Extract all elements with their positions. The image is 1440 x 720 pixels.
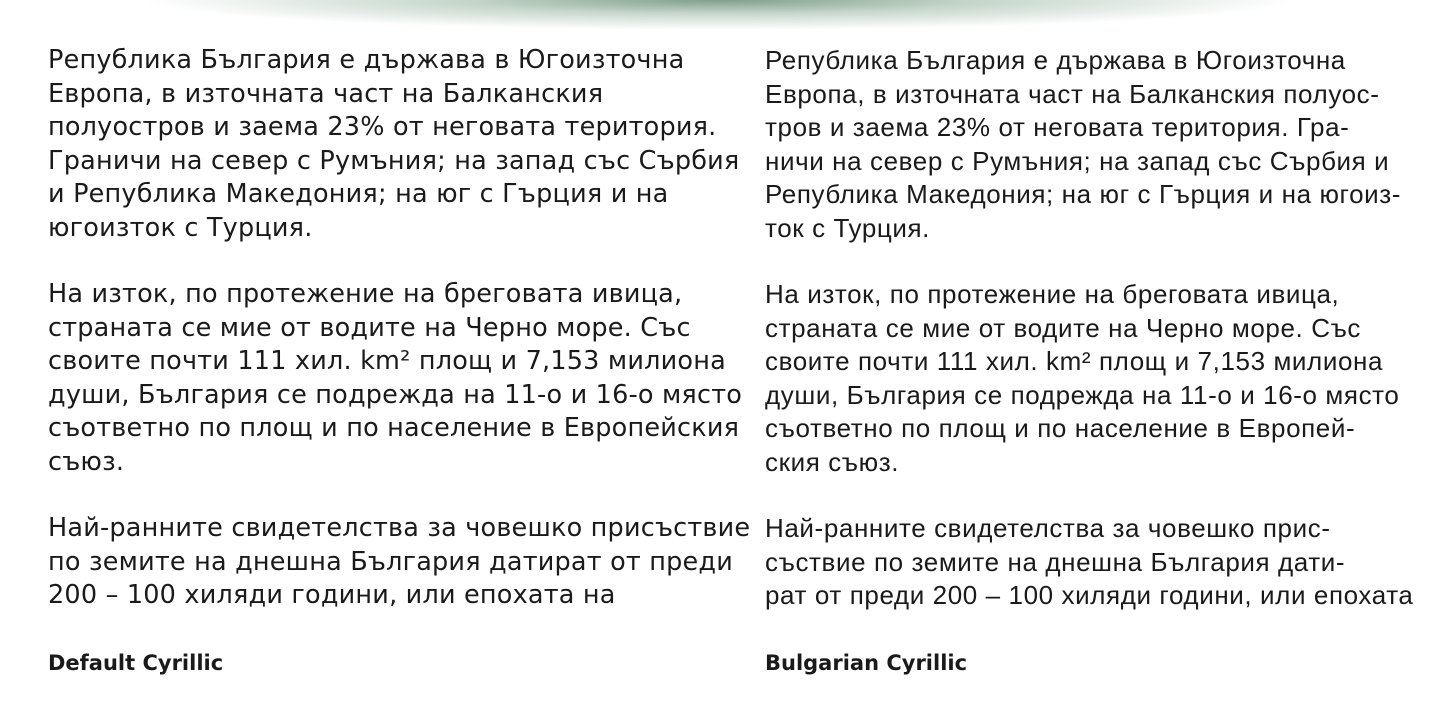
sample-paragraph	[48, 278, 743, 479]
text-line: 200 – 100 хиляди години, или епохата на	[48, 580, 616, 610]
text-line: своите почти 111 хил. km² площ и 7,153 милиона	[48, 346, 726, 376]
top-gradient-decoration	[0, 0, 1440, 30]
sample-paragraph	[765, 278, 1400, 479]
text-line: полуостров и заема 23% от неговата територия.	[48, 112, 717, 142]
text-line: ничи на север с Румъния; на запад със Сърбия и	[765, 145, 1390, 176]
sample-paragraph	[48, 512, 751, 613]
default-cyrillic-sample	[48, 44, 751, 646]
text-line: души, България се подрежда на 11-о и 16-о място	[48, 379, 743, 410]
text-line: страната се мие от водите на Черно море. Със	[48, 312, 691, 343]
text-line: ток с Турция.	[765, 212, 931, 243]
text-line: Най-ранните свидетелства за човешко присъствие	[48, 513, 751, 543]
text-line: На изток, по протежение на бреговата ивица,	[48, 279, 683, 309]
text-line: ския съюз.	[765, 446, 900, 477]
text-line: по земите на днешна България датират от преди	[48, 546, 734, 577]
text-line: страната се мие от водите на Черно море. Със	[765, 312, 1362, 343]
text-line: съствие по земите на днешна България дати-	[765, 546, 1346, 577]
text-line: Граничи на север с Румъния; на запад със Сърбия	[48, 145, 740, 176]
text-line: съюз.	[48, 446, 125, 477]
text-line: Република България е държава в Югоизточна	[48, 45, 685, 75]
text-line: съответно по площ и по население в Европей-	[765, 413, 1356, 443]
text-line: своите почти 111 хил. km² площ и 7,153 милиона	[765, 346, 1384, 376]
text-line: Европа, в източната част на Балканския	[48, 78, 604, 109]
default-cyrillic-caption: Default Cyrillic	[48, 651, 224, 675]
sample-paragraph	[765, 512, 1414, 613]
text-line: и Република Македония; на юг с Гърция и на	[48, 179, 669, 209]
text-line: души, България се подрежда на 11-о и 16-о място	[765, 379, 1400, 410]
text-line: рат от преди 200 – 100 хиляди години, или епохата	[765, 580, 1414, 610]
sample-paragraph	[765, 44, 1402, 245]
text-line: Република Македония; на юг с Гърция и на югоиз-	[765, 179, 1402, 209]
bulgarian-cyrillic-sample	[765, 44, 1414, 646]
text-line: Най-ранните свидетелства за човешко прис-	[765, 513, 1331, 543]
text-line: югоизток с Турция.	[48, 212, 313, 243]
text-line: Европа, в източната част на Балканския полуос-	[765, 78, 1380, 109]
text-line: На изток, по протежение на бреговата ивица,	[765, 279, 1340, 309]
text-line: тров и заема 23% от неговата територия. Гра-	[765, 112, 1350, 142]
bulgarian-cyrillic-caption: Bulgarian Cyrillic	[765, 651, 968, 675]
sample-paragraph	[48, 44, 740, 245]
text-line: Република България е държава в Югоизточна	[765, 45, 1346, 75]
text-line: съответно по площ и по население в Европейския	[48, 413, 740, 443]
